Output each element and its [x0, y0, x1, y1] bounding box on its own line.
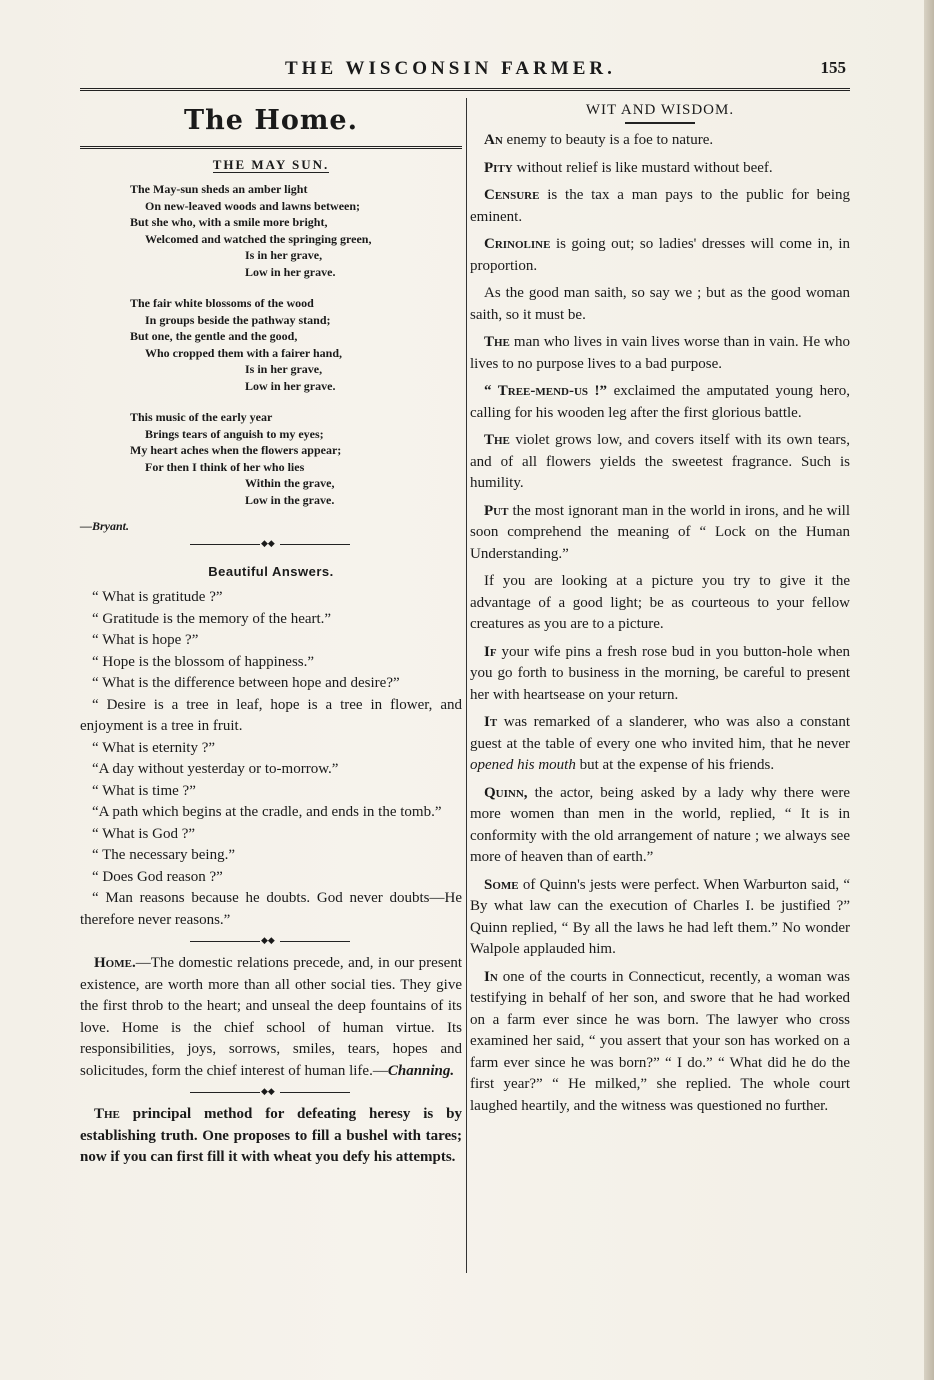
- wit-item: [470, 967, 850, 1118]
- wit-text: the actor, being asked by a lady why there were more women than men in the world, replied, “ It is in conformity with the old arrangement of nature ; we always see more of heaven than of earth.”: [470, 784, 850, 865]
- wit-item: [470, 130, 850, 152]
- wit-lead: “ Tree-mend-us !”: [484, 383, 608, 399]
- wit-lead: The: [484, 334, 510, 350]
- wit-lead: It: [484, 714, 498, 730]
- ornament-line: [280, 941, 350, 942]
- heresy-text: principal method for defeating heresy is by establishing truth. One proposes to fill a bushel with tares; now if you can first fill it with wheat you defy his attempts.: [80, 1106, 462, 1165]
- answer-line: “ What is gratitude ?”: [92, 589, 223, 605]
- masthead-title: THE WISCONSIN FARMER.: [285, 58, 616, 79]
- wit-text: one of the courts in Connecticut, recently, a woman was testifying in behalf of her son, and swore that he had worked on a farm ever since he was born. The lawyer who cross examined her said, “ you assert that your son has worked on a farm ever since he was born?” “ I do.” “ What did he do the first year?” “ He milked,” she replied. The whole court laughed heartily, and the witness was questioned no further.: [470, 968, 850, 1114]
- poem-line: Brings tears of anguish to my eyes;: [145, 426, 324, 441]
- answer-line: “ Man reasons because he doubts. God never doubts—He therefore never reasons.”: [80, 890, 462, 928]
- wit-item: [470, 642, 850, 707]
- wit-text: is going out; so ladies' dresses will come in, in proportion.: [470, 236, 850, 274]
- answer-line: “ Gratitude is the memory of the heart.”: [92, 610, 332, 627]
- wit-tail: but at the expense of his friends.: [575, 757, 775, 773]
- answer-line: “A path which begins at the cradle, and ends in the tomb.”: [92, 804, 442, 820]
- wit-item: [470, 158, 850, 180]
- answer-line: “ What is eternity ?”: [92, 739, 216, 756]
- wit-item: [470, 332, 850, 375]
- home-author: Channing.: [387, 1062, 455, 1079]
- ornament-diamond: ◆◆: [261, 1086, 275, 1096]
- wit-item: [470, 875, 850, 961]
- wit-item: [470, 501, 850, 566]
- wit-lead: The: [484, 432, 510, 448]
- wit-items: [470, 130, 850, 1117]
- answer-line: “ What is God ?”: [92, 825, 196, 842]
- poem-line: This music of the early year: [130, 410, 273, 424]
- poem-line: My heart aches when the flowers appear;: [130, 443, 342, 457]
- answer-line: “ Desire is a tree in leaf, hope is a tree in flower, and enjoyment is a tree in fruit.: [80, 696, 462, 734]
- answer-line: “ What is the difference between hope and desire?”: [92, 675, 400, 691]
- poem-line: The fair white blossoms of the wood: [130, 296, 314, 310]
- poem-line: The May-sun sheds an amber light: [130, 182, 308, 196]
- heresy-lead: The: [94, 1106, 120, 1122]
- wit-lead: Put: [484, 502, 509, 519]
- poem-line: Low in the grave.: [245, 492, 335, 507]
- wit-text: of Quinn's jests were perfect. When Warburton said, “ By what law can the execution of Charles I. be justified ?” Quinn replied, “ By all the laws he had left them.” No wonder Walpole applauded him.: [470, 876, 850, 957]
- poem-line: But one, the gentle and the good,: [130, 329, 298, 343]
- ornament-line: [190, 544, 260, 545]
- wit-text: violet grows low, and covers itself with its own tears, and of all flowers yields the sweetest fragrance. Such is humility.: [470, 432, 850, 491]
- column-divider: [466, 98, 467, 1273]
- wit-lead: An: [484, 132, 503, 148]
- wit-lead: Pity: [484, 159, 513, 176]
- home-paragraph: [80, 953, 462, 1082]
- wit-text: enemy to beauty is a foe to nature.: [502, 132, 714, 148]
- wit-text: If you are looking at a picture you try to give it the advantage of a good light; be as courteous to your fellow creatures as you are to a picture.: [470, 573, 850, 632]
- poem-attribution: —Bryant.: [80, 519, 130, 533]
- ornament-rule: [80, 538, 462, 552]
- wit-italic: opened his mouth: [470, 757, 576, 773]
- poem-title: [80, 157, 462, 173]
- poem-title-text: THE MAY SUN.: [212, 157, 330, 172]
- poem-line: Welcomed and watched the springing green,: [145, 231, 372, 246]
- wit-title-rule: [625, 122, 695, 124]
- ornament-line: [190, 1092, 260, 1093]
- wit-lead: Quinn,: [484, 784, 528, 801]
- answer-line: “ What is time ?”: [92, 782, 196, 799]
- right-column: [470, 100, 850, 1123]
- wit-item: [470, 283, 850, 326]
- ornament-diamond: ◆◆: [261, 538, 275, 548]
- wit-text: is the tax a man pays to the public for being eminent.: [470, 187, 850, 225]
- poem-stanza: [80, 295, 462, 394]
- poem-line: For then I think of her who lies: [145, 459, 305, 474]
- poem-line: Is in her grave,: [245, 362, 323, 376]
- section-rule: [80, 146, 462, 149]
- poem-line: Is in her grave,: [245, 248, 323, 262]
- wit-item: [470, 712, 850, 777]
- answers-list: [80, 587, 462, 931]
- poem-line: Low in her grave.: [245, 264, 336, 279]
- wit-lead: If: [484, 643, 497, 660]
- wit-lead: Crinoline: [484, 236, 551, 252]
- wit-item: [470, 185, 850, 228]
- poem-line: Who cropped them with a fairer hand,: [145, 345, 343, 360]
- page-spine: [924, 0, 934, 1380]
- wit-item: [470, 234, 850, 277]
- poem: [80, 181, 462, 508]
- poem-line: In groups beside the pathway stand;: [145, 312, 331, 327]
- page-number: 155: [820, 58, 846, 77]
- poem-stanza: [80, 181, 462, 280]
- poem-line: On new-leaved woods and lawns between;: [145, 198, 361, 213]
- home-text: —The domestic relations precede, and, in our present existence, are worth more than all other social ties. They give the first throb to the heart; and unseal the deep fountains of its love. Home is the chief school of human virtue. Its responsibilities, joys, sorrows, smiles, tears, hopes and solicitudes, form the chief interest of human life.—: [80, 955, 462, 1079]
- wit-title: WIT AND WISDOM.: [585, 102, 735, 118]
- wit-text: As the good man saith, so say we ; but as the good woman saith, so it must be.: [470, 285, 850, 323]
- answer-line: “ The necessary being.”: [92, 847, 235, 863]
- heresy-paragraph: [80, 1104, 462, 1169]
- wit-lead: In: [484, 968, 498, 985]
- wit-item: [470, 783, 850, 869]
- wit-text: was remarked of a slanderer, who was also a constant guest at the table of every one who invited him, that he never: [470, 714, 850, 752]
- poem-line: Low in her grave.: [245, 378, 336, 393]
- poem-line: Within the grave,: [245, 476, 335, 490]
- wit-lead: Some: [484, 876, 519, 893]
- left-column: [80, 100, 462, 1169]
- wit-item: [470, 571, 850, 636]
- ornament-line: [280, 544, 350, 545]
- poem-line: But she who, with a smile more bright,: [130, 215, 328, 229]
- section-title-home: The Home.: [184, 105, 358, 136]
- poem-stanza: [80, 409, 462, 508]
- wit-text: without relief is like mustard without beef.: [512, 159, 773, 176]
- wit-text: the most ignorant man in the world in irons, and he will soon comprehend the meaning of “ Lock on the Human Understanding.”: [470, 502, 850, 562]
- header-rule: [80, 88, 850, 91]
- ornament-rule: [80, 1086, 462, 1100]
- ornament-line: [280, 1092, 350, 1093]
- home-lead: Home.: [94, 955, 136, 971]
- answer-line: “ Does God reason ?”: [92, 868, 223, 885]
- ornament-diamond: ◆◆: [261, 935, 275, 945]
- wit-text: man who lives in vain lives worse than in vain. He who lives to no purpose lives to a bad purpose.: [470, 334, 850, 372]
- ornament-line: [190, 941, 260, 942]
- wit-text: exclaimed the amputated young hero, calling for his wooden leg after the first glorious battle.: [470, 383, 850, 421]
- answer-line: “A day without yesterday or to-morrow.”: [92, 761, 339, 777]
- wit-item: [470, 381, 850, 424]
- answers-title: Beautiful Answers.: [208, 564, 334, 579]
- ornament-rule: [80, 935, 462, 949]
- wit-item: [470, 430, 850, 495]
- wit-text: your wife pins a fresh rose bud in you button-hole when you go forth to business in the morning, be careful to present her with heartsease on your return.: [470, 643, 850, 703]
- answer-line: “ Hope is the blossom of happiness.”: [92, 653, 315, 670]
- answer-line: “ What is hope ?”: [92, 632, 199, 648]
- wit-lead: Censure: [484, 187, 540, 203]
- page-header: [80, 58, 850, 84]
